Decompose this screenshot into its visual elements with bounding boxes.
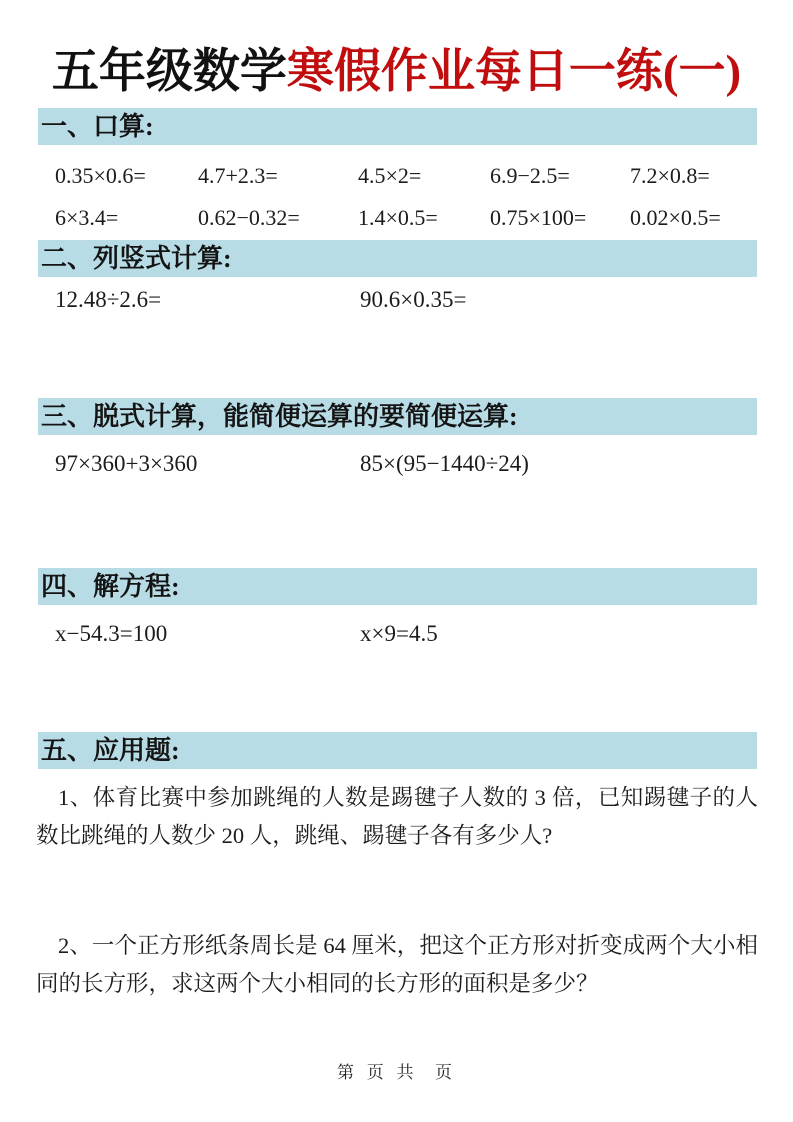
oral-problem: 6×3.4= [55, 205, 119, 230]
oral-problem: 0.35×0.6= [55, 163, 146, 188]
word-problem-2: 2、一个正方形纸条周长是 64 厘米，把这个正方形对折变成两个大小相同的长方形，求这两个大小相同的长方形的面积是多少？ [36, 933, 758, 996]
vertical-calc-problems [55, 287, 761, 313]
title-homework-part: 寒假作业每日一练(一) [286, 46, 742, 98]
section-1-header: 一、口算: [38, 108, 757, 145]
equation-problem: x−54.3=100 [55, 621, 168, 646]
oral-problem: 0.02×0.5= [630, 205, 721, 230]
oral-problem: 4.7+2.3= [198, 163, 278, 188]
title-grade-part: 五年级数学 [51, 46, 287, 98]
section-5-header: 五、应用题: [38, 732, 757, 769]
section-3-header: 三、脱式计算，能简便运算的要简便运算: [38, 398, 757, 435]
equation-problem: x×9=4.5 [360, 621, 438, 646]
section-4-header: 四、解方程: [38, 568, 757, 605]
oral-problem: 0.75×100= [490, 205, 587, 230]
equation-problems [55, 621, 761, 647]
oral-problem: 1.4×0.5= [358, 205, 438, 230]
oral-problems-row-1 [55, 163, 761, 189]
oral-problem: 4.5×2= [358, 163, 422, 188]
vertical-calc-problem: 12.48÷2.6= [55, 287, 162, 312]
step-calc-problems [55, 451, 761, 477]
page-footer: 第 页 共 页 [337, 1063, 456, 1082]
oral-problem: 7.2×0.8= [630, 163, 710, 188]
step-calc-problem: 85×(95−1440÷24) [360, 451, 529, 476]
oral-problem: 6.9−2.5= [490, 163, 570, 188]
vertical-calc-problem: 90.6×0.35= [360, 287, 467, 312]
worksheet-title [0, 34, 793, 101]
step-calc-problem: 97×360+3×360 [55, 451, 198, 476]
section-2-header: 二、列竖式计算: [38, 240, 757, 277]
oral-problem: 0.62−0.32= [198, 205, 300, 230]
word-problem-1: 1、体育比赛中参加跳绳的人数是踢毽子人数的 3 倍，已知踢毽子的人数比跳绳的人数少 20 人，跳绳、踢毽子各有多少人? [36, 785, 758, 848]
oral-problems-row-2 [55, 205, 761, 231]
